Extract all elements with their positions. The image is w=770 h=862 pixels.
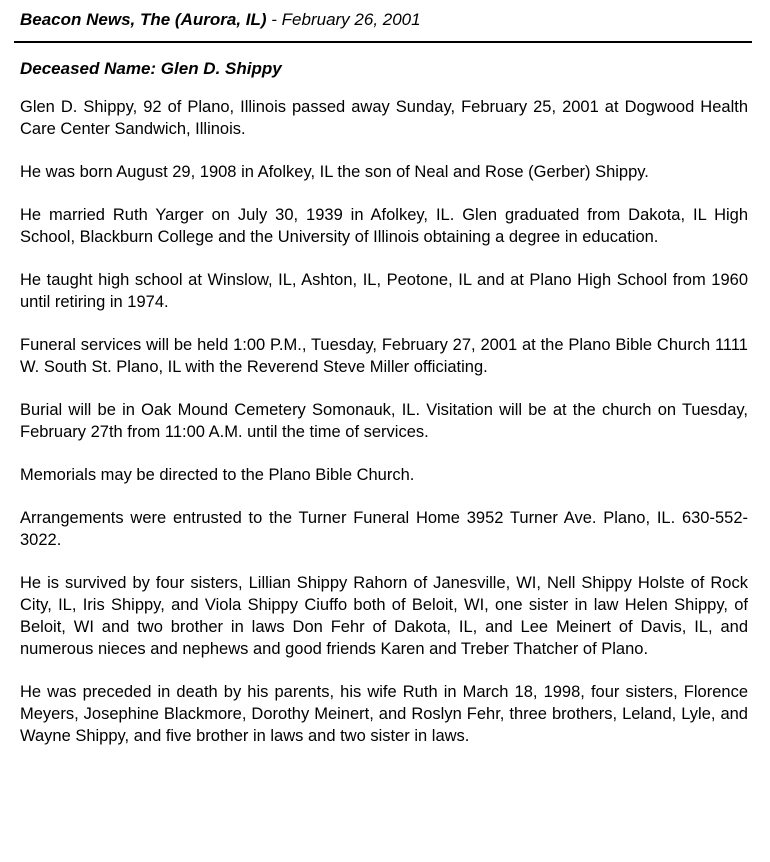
obituary-paragraph-career: He taught high school at Winslow, IL, Ashton, IL, Peotone, IL and at Plano High School from 1960 until retiring in 1974. — [20, 271, 748, 311]
newspaper-source: Beacon News, The (Aurora, IL) — [20, 10, 267, 29]
obituary-paragraph-survivors: He is survived by four sisters, Lillian Shippy Rahorn of Janesville, WI, Nell Shippy Holste of Rock City, IL, Iris Shippy, and Viola Shippy Ciuffo both of Beloit, WI, one sister in law Helen Shippy, of Beloit, WI and two brother in laws Don Fehr of Dakota, IL, and Lee Meinert of Davis, IL, and numerous nieces and nephews and good friends Karen and Treber Thatcher of Plano. — [20, 574, 748, 658]
obituary-paragraph-memorials: Memorials may be directed to the Plano Bible Church. — [20, 466, 415, 484]
obituary-paragraph-marriage-education: He married Ruth Yarger on July 30, 1939 in Afolkey, IL. Glen graduated from Dakota, IL High School, Blackburn College and the University of Illinois obtaining a degree in education. — [20, 206, 748, 246]
newspaper-header — [20, 10, 752, 30]
obituary-paragraph-birth: He was born August 29, 1908 in Afolkey, IL the son of Neal and Rose (Gerber) Shippy. — [20, 163, 649, 181]
obituary-body — [20, 96, 748, 768]
header-separator: - — [266, 10, 282, 29]
obituary-paragraph-funeral: Funeral services will be held 1:00 P.M., Tuesday, February 27, 2001 at the Plano Bible Church 1111 W. South St. Plano, IL with the Reverend Steve Miller officiating. — [20, 336, 748, 376]
obituary-paragraph-burial-visitation: Burial will be in Oak Mound Cemetery Somonauk, IL. Visitation will be at the church on Tuesday, February 27th from 11:00 A.M. until the time of services. — [20, 401, 748, 441]
obituary-paragraph-death: Glen D. Shippy, 92 of Plano, Illinois passed away Sunday, February 25, 2001 at Dogwood Health Care Center Sandwich, Illinois. — [20, 98, 748, 138]
obituary-paragraph-arrangements: Arrangements were entrusted to the Turner Funeral Home 3952 Turner Ave. Plano, IL. 630-552-3022. — [20, 509, 748, 549]
deceased-name-heading: Deceased Name: Glen D. Shippy — [20, 59, 282, 78]
publication-date: February 26, 2001 — [281, 10, 421, 29]
header-divider — [14, 41, 752, 43]
obituary-paragraph-preceded: He was preceded in death by his parents, his wife Ruth in March 18, 1998, four sisters, Florence Meyers, Josephine Blackmore, Dorothy Meinert, and Roslyn Fehr, three brothers, Leland, Lyle, and Wayne Shippy, and five brother in laws and two sister in laws. — [20, 683, 748, 745]
